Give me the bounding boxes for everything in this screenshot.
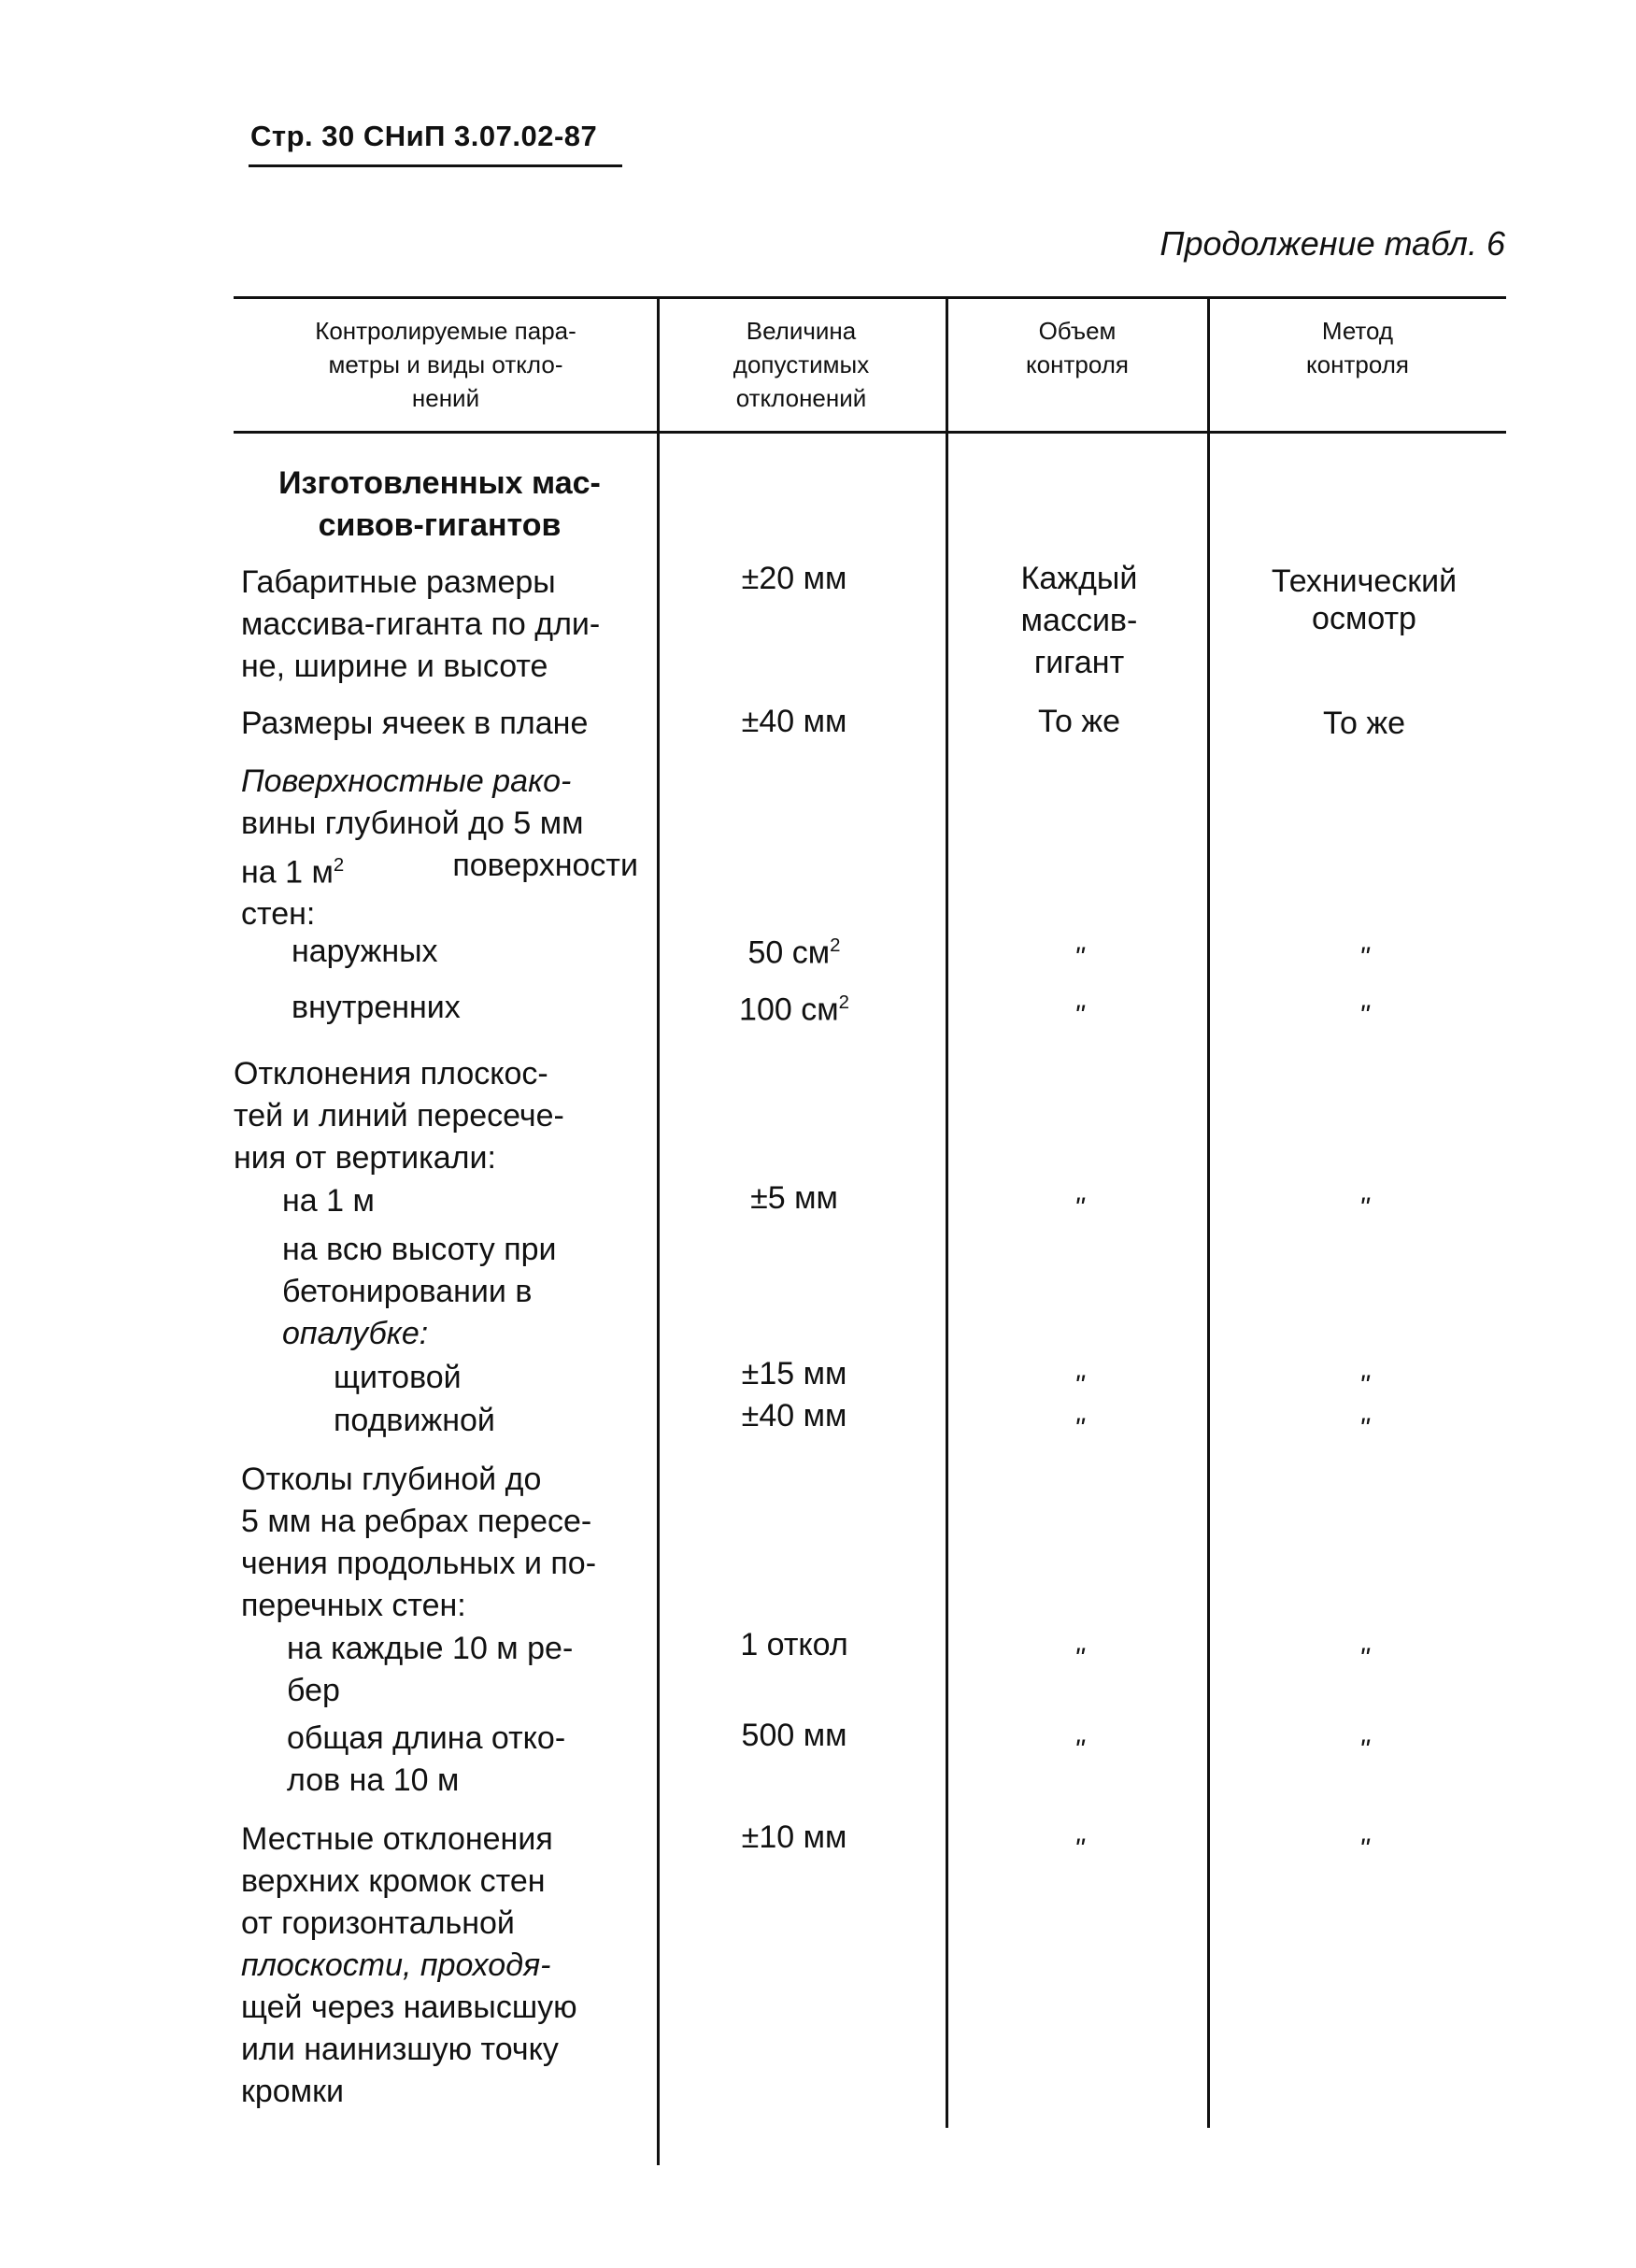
table-top-rule [234, 296, 1506, 299]
method-total-chip-length-ditto: " [1359, 1734, 1370, 1765]
tolerance-per-meter: ±5 мм [750, 1180, 838, 1216]
method-slip-formwork-ditto: " [1359, 1413, 1370, 1444]
label-per-10m-edges: на каждые 10 м ре- бер [287, 1631, 574, 1708]
column-divider-3 [1207, 296, 1210, 2128]
volume-edge-deviations-ditto: " [1074, 1833, 1085, 1864]
volume-per-10m-edges-ditto: " [1074, 1643, 1085, 1674]
column-divider-1 [657, 296, 660, 2165]
volume-inner-walls-ditto: " [1074, 1000, 1085, 1031]
tolerance-shield-formwork: ±15 мм [741, 1356, 847, 1391]
method-per-meter-ditto: " [1359, 1192, 1370, 1223]
param-chips: Отколы глубиной до 5 мм на ребрах пересе- чения продольных и по- перечных стен: [241, 1462, 597, 1623]
volume-shield-formwork-ditto: " [1074, 1370, 1085, 1401]
method-edge-deviations-ditto: " [1359, 1833, 1370, 1864]
param-cell-sizes: Размеры ячеек в плане [241, 706, 589, 741]
param-vertical-deviations: Отклонения плоскос- тей и линий пересече- ния от вертикали: [234, 1056, 564, 1176]
page-header: Стр. 30 СНиП 3.07.02-87 [250, 120, 598, 152]
table-header-bottom-rule [234, 431, 1506, 434]
tolerance-total-chip-length: 500 мм [741, 1718, 847, 1753]
method-cell-sizes: То же [1322, 706, 1406, 741]
column-header-method: Метод контроля [1306, 317, 1409, 378]
page-header-rule [249, 164, 622, 167]
label-inner-walls: внутренних [292, 990, 461, 1025]
label-per-meter: на 1 м [282, 1183, 375, 1219]
method-inner-walls-ditto: " [1359, 1000, 1370, 1031]
param-overall-dimensions: Габаритные размеры массива-гиганта по дли- не, ширине и высоте [241, 564, 601, 684]
tolerance-cell-sizes: ±40 мм [741, 704, 847, 739]
volume-per-meter-ditto: " [1074, 1192, 1085, 1223]
tolerance-edge-deviations: ±10 мм [741, 1819, 847, 1855]
label-full-height: на всю высоту при бетонировании в опалубке: [282, 1232, 557, 1351]
method-overall-dimensions: Технический осмотр [1271, 563, 1458, 636]
column-header-volume: Объем контроля [1026, 317, 1129, 378]
volume-cell-sizes: То же [1037, 704, 1121, 739]
tolerance-overall-dimensions: ±20 мм [741, 561, 847, 596]
method-shield-formwork-ditto: " [1359, 1370, 1370, 1401]
param-surface-cavities: Поверхностные рако- вины глубиной до 5 мм на 1 $м^2$ поверхности стен: [241, 763, 638, 933]
param-edge-deviations: Местные отклонения верхних кромок стен от горизонтальной плоскости, проходя- щей через наивысшую или наинизшую точку кромки [241, 1821, 577, 2109]
section-title: Изготовленных мас- сивов-гигантов [278, 465, 601, 543]
tolerance-outer-walls: 50 $см^2$ [747, 934, 841, 971]
tolerance-inner-walls: 100 $см^2$ [739, 991, 849, 1028]
tolerance-per-10m-edges: 1 откол [740, 1627, 848, 1662]
column-divider-2 [946, 296, 948, 2128]
label-total-chip-length: общая длина отко- лов на 10 м [287, 1720, 566, 1798]
volume-slip-formwork-ditto: " [1074, 1413, 1085, 1444]
label-slip-formwork: подвижной [334, 1403, 495, 1438]
volume-total-chip-length-ditto: " [1074, 1734, 1085, 1765]
column-header-tolerance: Величина допустимых отклонений [733, 317, 870, 412]
volume-overall-dimensions: Каждый массив- гигант [1020, 561, 1138, 680]
label-outer-walls: наружных [292, 934, 438, 969]
table-continuation-label: Продолжение табл. 6 [1159, 224, 1505, 263]
column-header-parameters: Контролируемые пара- метры и виды откло- нений [315, 317, 576, 412]
method-per-10m-edges-ditto: " [1359, 1643, 1370, 1674]
method-outer-walls-ditto: " [1359, 942, 1370, 973]
volume-outer-walls-ditto: " [1074, 942, 1085, 973]
label-shield-formwork: щитовой [334, 1360, 462, 1395]
tolerance-slip-formwork: ±40 мм [741, 1398, 847, 1434]
